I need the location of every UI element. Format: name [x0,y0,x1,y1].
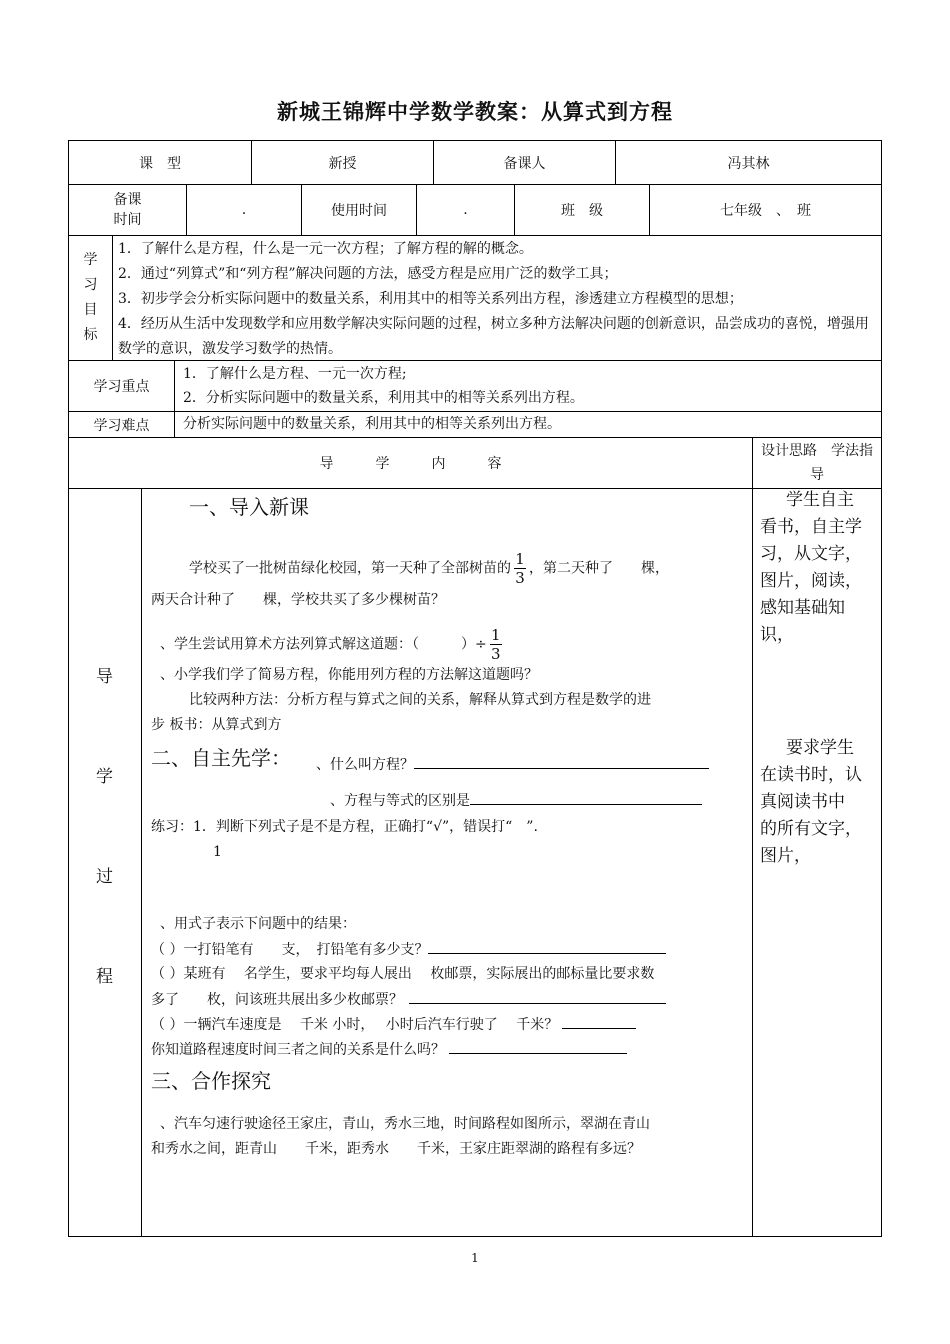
objective-item-2: 2．通过“列算式”和“列方程”解决问题的方法，感受方程是应用广泛的数学工具； [118,266,618,282]
objectives-label-char: 习 [83,277,98,293]
design-note-line: 的所有文字， [760,819,862,839]
use-time-label: 使用时间 [331,203,387,219]
question-text: 、什么叫方程？ [316,757,414,773]
arithmetic-attempt-text: 、学生尝试用算术方法列算式解这道题：（ ）÷ [160,636,487,653]
intro-problem-line1 [189,550,669,587]
intro-problem-line2: 两天合计种了 棵，学校共买了多少棵树苗？ [151,592,445,608]
design-note-line: 学生自主 [786,490,854,510]
design-note-line: 在读书时，认 [760,765,862,785]
cooperative-problem-line1: 、汽车匀速行驶途径王家庄，青山，秀水三地，时间路程如图所示，翠湖在青山 [160,1116,650,1132]
fraction-one-third [514,550,526,587]
design-note-line: 习，从文字， [760,544,862,564]
page-title: 新城王锦辉中学数学教案：从算式到方程 [277,100,673,124]
fraction-one-third [490,626,502,663]
question-text: 、方程与等式的区别是 [330,793,470,809]
question-equation-vs-equality [330,788,702,814]
intro-problem-text: ，第二天种了 棵， [529,560,669,577]
objective-item-1: 1．了解什么是方程，什么是一元一次方程；了解方程的解的概念。 [118,241,533,257]
process-label-char: 导 [96,667,113,687]
class-value: 七年级 、 班 [720,203,811,219]
exercise-2a [151,937,666,963]
objectives-label-char: 目 [83,302,98,318]
objective-item-3: 3．初步学会分析实际问题中的数量关系，利用其中的相等关系列出方程，渗透建立方程模型的思想； [118,291,743,307]
use-time-value: . [463,202,468,218]
objective-item-4: 4．经历从生活中发现数学和应用数学解决实际问题的过程，树立多种方法解决问题的创新意识，品尝成功的喜悦，增强用数学的意识，激发学习数学的热情。 [118,316,869,357]
equation-method-question: 、小学我们学了简易方程，你能用列方程的方法解这道题吗？ [160,667,538,683]
exercise-2d [151,1037,627,1063]
exercise-2: 、用式子表示下问题中的结果： [160,916,356,932]
col-divider [174,360,175,437]
exercise-1: 练习：1．判断下列式子是不是方程，正确打“√”，错误打“ ”. [151,819,538,835]
col-divider [752,437,753,1237]
key-points-label: 学习重点 [93,379,150,395]
exercise-text: 你知道路程速度时间三者之间的关系是什么吗？ [151,1042,445,1058]
section2-title: 二、自主先学： [151,746,291,770]
design-note-line: 感知基础知 [760,598,845,618]
exercise-text: （ ）一打铅笔有 支， 打铅笔有多少支？ [151,942,429,958]
key-point-item-1: 1．了解什么是方程、一元一次方程; [183,366,407,382]
fraction-denominator: 3 [490,645,501,663]
process-label-char: 学 [96,767,113,787]
col-divider [112,235,113,360]
exercise-text: 多了 枚，问该班共展出多少枚邮票？ [151,992,403,1008]
design-note-line: 图片，阅读， [760,571,862,591]
prep-time-label-line1: 备课 [113,192,142,208]
objectives-label [69,236,112,360]
compare-methods-line2: 步 板书：从算式到方 [151,717,282,733]
class-label: 班 级 [561,203,603,219]
section1-title: 一、导入新课 [189,495,309,519]
fraction-numerator: 1 [490,626,501,644]
exercise-text: （ ）一辆汽车速度是 千米 小时， 小时后汽车行驶了 千米？ [151,1017,559,1033]
exercise-2b-line2 [151,987,666,1013]
prep-time-value: . [241,202,247,218]
objectives-label-char: 标 [83,327,98,343]
answer-blank[interactable] [428,937,666,954]
exercise-2b-line1: （ ）某班有 名学生，要求平均每人展出 枚邮票，实际展出的邮标量比要求数 [151,966,655,982]
question-what-is-equation [316,752,709,778]
process-label-char: 程 [96,967,113,987]
answer-blank[interactable] [449,1037,627,1054]
prep-time-label [69,185,186,235]
exercise-1-number: 1 [213,844,222,860]
cooperative-problem-line2: 和秀水之间，距青山 千米，距秀水 千米，王家庄距翠湖的路程有多远？ [151,1141,641,1157]
content-header-label: 导 学 内 容 [319,456,502,472]
process-label [69,489,141,1236]
design-note-line: 真阅读书中 [760,792,845,812]
course-type-value: 新授 [328,155,357,172]
preparer-value: 冯其林 [727,155,770,172]
objectives-label-char: 学 [83,252,98,268]
section3-title: 三、合作探究 [151,1069,271,1093]
design-note-line: 看书，自主学 [760,517,862,537]
design-note-line: 识， [760,625,794,645]
design-note-2 [760,735,874,870]
fraction-numerator: 1 [515,550,525,568]
row-divider [68,235,882,236]
prep-time-label-line2: 时间 [113,212,142,228]
key-point-item-2: 2．分析实际问题中的数量关系，利用其中的相等关系列出方程。 [183,390,584,406]
arithmetic-attempt [160,626,505,663]
exercise-2c [151,1012,636,1038]
difficulty-label: 学习难点 [93,417,150,434]
answer-blank[interactable] [409,987,666,1004]
process-label-char: 过 [96,867,113,887]
design-notes-header: 设计思路 学法指导 [761,443,873,483]
answer-blank[interactable] [414,752,709,769]
design-note-line: 要求学生 [786,738,854,758]
col-divider [141,488,142,1237]
design-note-1 [760,487,874,649]
answer-blank[interactable] [470,788,702,805]
table-border-bottom [68,1236,882,1237]
compare-methods-line1: 比较两种方法：分析方程与算式之间的关系，解释从算式到方程是数学的进 [189,692,651,708]
fraction-denominator: 3 [515,569,525,587]
table-border-right [881,140,882,1237]
course-type-label: 课 型 [139,155,181,172]
answer-blank[interactable] [562,1012,636,1029]
page-number: 1 [471,1251,479,1265]
difficulty-value: 分析实际问题中的数量关系，利用其中的相等关系列出方程。 [183,416,561,432]
intro-problem-text: 学校买了一批树苗绿化校园，第一天种了全部树苗的 [189,560,511,577]
design-note-line: 图片， [760,846,811,866]
preparer-label: 备课人 [503,155,546,172]
